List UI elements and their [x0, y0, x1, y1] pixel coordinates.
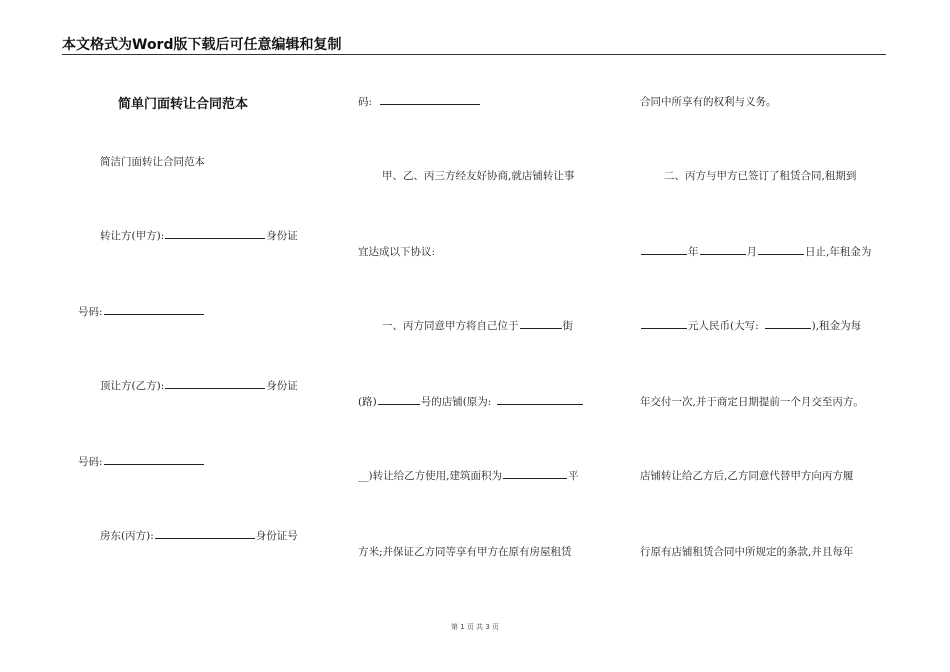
id-number-label: 号码: — [78, 306, 103, 318]
code-label: 码: — [358, 96, 373, 108]
day-blank[interactable] — [758, 244, 804, 255]
code-line — [358, 94, 481, 109]
paragraph-2b — [358, 394, 584, 409]
p2c-prefix: __) — [358, 470, 373, 482]
transferee-id-line — [78, 454, 205, 469]
day-label: 日止,年租金为 — [805, 246, 872, 258]
p2b-prefix: (路) — [358, 396, 377, 408]
p2b-text: 号的店铺(原为: — [420, 396, 492, 408]
paragraph-1a: 甲、乙、丙三方经友好协商,就店铺转让事 — [382, 170, 575, 182]
id-number-label: 号码: — [78, 456, 103, 468]
p2a-text: 一、丙方同意甲方将自己位于 — [382, 320, 519, 332]
header-text: 本文格式为Word版下载后可任意编辑和复制 — [62, 37, 342, 53]
landlord-label: 房东(丙方): — [100, 530, 154, 542]
column-1 — [62, 60, 322, 620]
paragraph-2a — [382, 318, 573, 333]
column-3 — [638, 60, 898, 620]
id-suffix: 身份证 — [266, 380, 298, 392]
p2c-text: 转让给乙方使用,建筑面积为 — [372, 470, 502, 482]
paragraph-2c — [358, 468, 578, 483]
id-suffix: 身份证 — [266, 230, 298, 242]
page-footer: 第 1 页 共 3 页 — [450, 623, 500, 631]
paragraph-1b: 宜达成以下协议: — [358, 246, 436, 258]
col3-line-1: 合同中所享有的权利与义务。 — [640, 96, 777, 108]
street-blank[interactable] — [520, 318, 562, 329]
rent-uppercase-blank[interactable] — [765, 318, 811, 329]
month-blank[interactable] — [700, 244, 746, 255]
transferor-line — [100, 228, 298, 243]
p2c-suffix: 平 — [567, 470, 579, 482]
page-header — [62, 34, 886, 55]
col3-line-3 — [640, 244, 871, 259]
landlord-blank[interactable] — [155, 528, 255, 539]
rent-currency-label: 元人民币(大写: — [688, 320, 759, 332]
landlord-id: 身份证号 — [255, 530, 298, 542]
rent-period-label: ),租金为每 — [811, 320, 862, 332]
transferee-id-blank[interactable] — [104, 454, 204, 465]
area-blank[interactable] — [503, 468, 567, 479]
transferor-id-line — [78, 304, 205, 319]
col3-line-5: 年交付一次,并于商定日期提前一个月交至丙方。 — [640, 396, 864, 408]
paragraph-2d: 方米;并保证乙方同等享有甲方在原有房屋租赁 — [358, 546, 572, 558]
column-2 — [356, 60, 616, 620]
col3-line-7: 行原有店铺租赁合同中所规定的条款,并且每年 — [640, 546, 854, 558]
col3-line-6: 店铺转让给乙方后,乙方同意代替甲方向丙方履 — [640, 470, 854, 482]
transferee-line — [100, 378, 298, 393]
transferor-id-blank[interactable] — [104, 304, 204, 315]
subtitle: 简洁门面转让合同范本 — [100, 156, 205, 168]
transferee-blank[interactable] — [165, 378, 265, 389]
landlord-line — [100, 528, 298, 543]
original-use-blank[interactable] — [497, 394, 583, 405]
col3-line-2: 二、丙方与甲方已签订了租赁合同,租期到 — [664, 170, 857, 182]
transferee-label: 顶让方(乙方): — [100, 380, 165, 392]
col3-line-4 — [640, 318, 861, 333]
p2a-suffix: 街 — [562, 320, 573, 332]
rent-amount-blank[interactable] — [641, 318, 687, 329]
transferor-blank[interactable] — [165, 228, 265, 239]
landlord-id-blank[interactable] — [380, 94, 480, 105]
year-label: 年 — [688, 246, 699, 258]
transferor-label: 转让方(甲方): — [100, 230, 165, 242]
document-title: 简单门面转让合同范本 — [118, 97, 249, 112]
number-blank[interactable] — [378, 394, 420, 405]
year-blank[interactable] — [641, 244, 687, 255]
month-label: 月 — [746, 246, 757, 258]
